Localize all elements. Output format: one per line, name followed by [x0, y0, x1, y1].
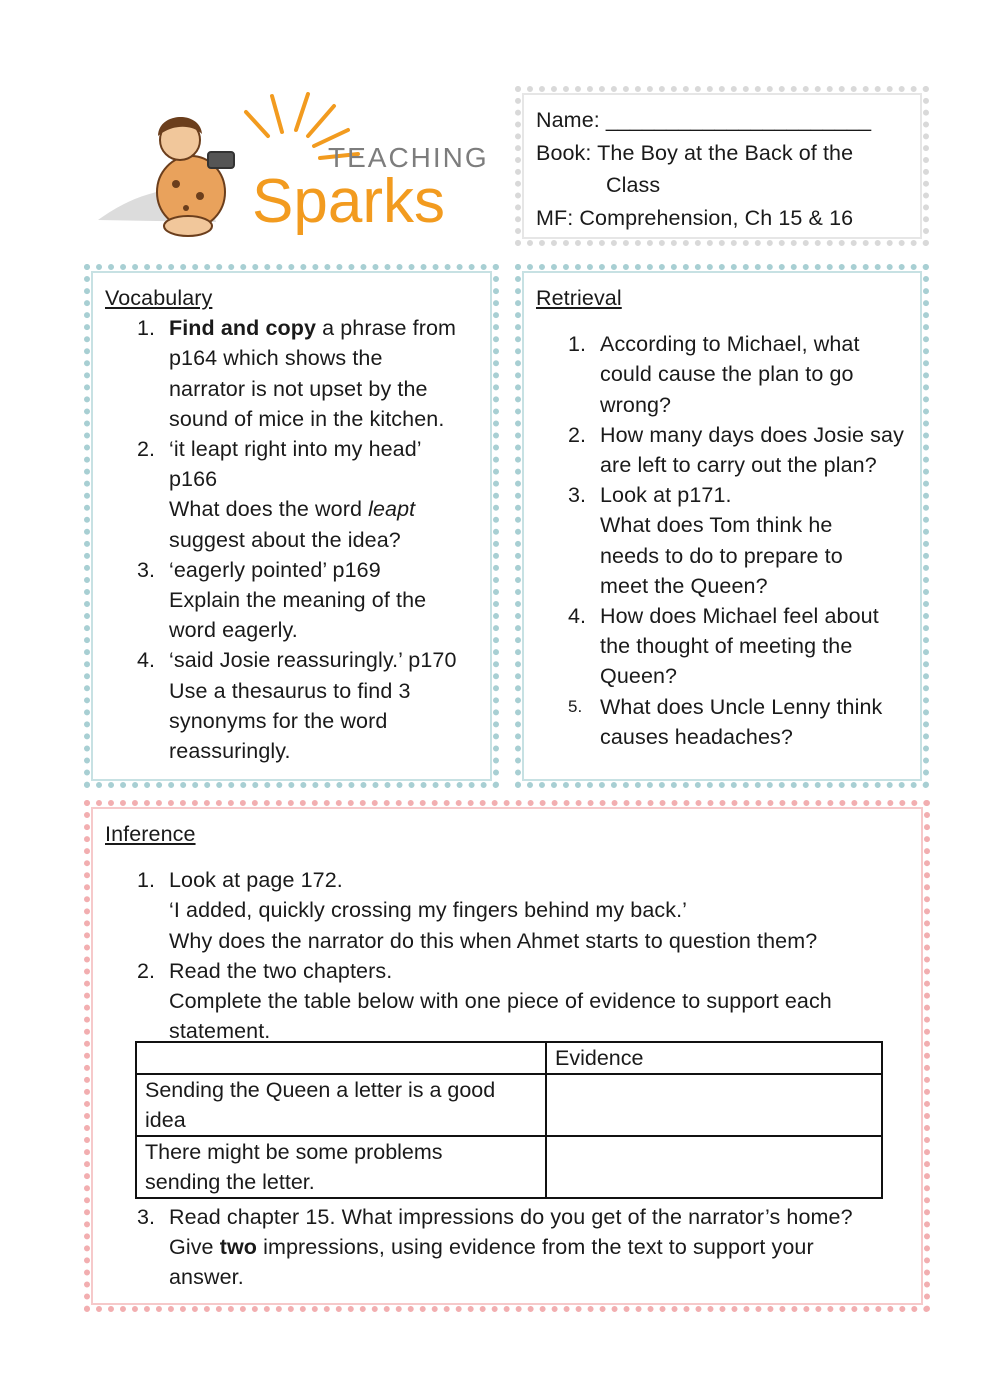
name-field[interactable]: Name: ______________________	[536, 108, 872, 132]
question-number: 1.	[568, 332, 587, 357]
teaching-sparks-logo	[96, 92, 486, 242]
question-text: ‘said Josie reassuringly.’ p170	[169, 648, 457, 673]
question-text: causes headaches?	[600, 724, 793, 749]
statement-text: sending the letter.	[145, 1170, 315, 1194]
mf-line: MF: Comprehension, Ch 15 & 16	[536, 205, 854, 230]
evidence-answer-cell[interactable]	[546, 1136, 882, 1198]
question-text: Read the two chapters.	[169, 958, 393, 983]
question-number: 4.	[137, 648, 156, 673]
question-text: How many days does Josie say	[600, 422, 904, 447]
table-row	[136, 1074, 882, 1136]
question-number: 4.	[568, 604, 587, 629]
question-number: 3.	[137, 1205, 156, 1229]
book-title-continued: Class	[606, 173, 661, 197]
inference-question-1	[137, 865, 832, 956]
question-number: 1.	[137, 868, 156, 893]
question-text: statement.	[169, 1019, 271, 1044]
question-number: 2.	[137, 437, 156, 462]
inference-box	[84, 800, 930, 1312]
inference-heading: Inference	[105, 822, 196, 846]
logo-teaching-text: TEACHING	[328, 142, 486, 173]
question-text: According to Michael, what	[600, 332, 860, 357]
statement-text: idea	[145, 1108, 186, 1132]
question-number: 3.	[137, 557, 156, 582]
question-text: What does Uncle Lenny think	[600, 694, 883, 719]
inference-question-2	[137, 956, 832, 1047]
inference-question-3	[137, 1202, 853, 1293]
question-text: p164 which shows the	[169, 346, 383, 371]
logo-sparks-text: Sparks	[252, 167, 445, 236]
question-text: a phrase from	[316, 316, 457, 341]
question-text: the thought of meeting the	[600, 634, 853, 659]
vocabulary-heading: Vocabulary	[105, 286, 213, 310]
question-text: Queen?	[600, 664, 678, 689]
book-title-line: Book: The Boy at the Back of the	[536, 140, 854, 165]
vocabulary-question-3	[137, 555, 457, 646]
question-text: needs to do to prepare to	[600, 543, 843, 568]
question-text: wrong?	[600, 392, 672, 417]
vocabulary-question-list	[137, 313, 457, 766]
vocabulary-box	[84, 264, 499, 788]
question-text: reassuringly.	[169, 739, 291, 764]
retrieval-question-4	[568, 601, 904, 692]
question-text: answer.	[169, 1265, 244, 1290]
question-text: Explain the meaning of the	[169, 588, 427, 613]
question-text: Use a thesaurus to find 3	[169, 678, 411, 703]
table-header-cell	[136, 1042, 546, 1074]
question-text: could cause the plan to go	[600, 362, 854, 387]
vocabulary-question-2	[137, 434, 457, 555]
question-text: word eagerly.	[169, 618, 298, 643]
question-text: ‘it leapt right into my head’	[169, 437, 422, 462]
question-number: 2.	[568, 422, 587, 447]
student-info-box	[515, 86, 929, 246]
inference-question-list-continued	[137, 1202, 853, 1293]
question-text: What does Tom think he	[600, 513, 833, 538]
question-text: p166	[169, 467, 218, 492]
question-text: meet the Queen?	[600, 573, 768, 598]
statement-cell	[136, 1136, 546, 1198]
statement-text: Sending the Queen a letter is a good	[145, 1078, 496, 1102]
question-text: impressions, using evidence from the text to support your	[257, 1235, 814, 1260]
question-number: 2.	[137, 958, 156, 983]
evidence-answer-cell[interactable]	[546, 1074, 882, 1136]
table-row	[136, 1136, 882, 1198]
question-text: sound of mice in the kitchen.	[169, 406, 445, 431]
question-text: What does the word	[169, 497, 369, 522]
italic-word: leapt	[368, 497, 416, 522]
question-text: Give	[169, 1235, 220, 1260]
emphasis-text: Find and copy	[169, 316, 317, 341]
question-number: 1.	[137, 316, 156, 341]
evidence-table	[135, 1041, 883, 1199]
statement-text: There might be some problems	[145, 1140, 443, 1164]
inference-question-list	[137, 865, 832, 1046]
question-number: 5.	[568, 696, 583, 716]
question-text: Why does the narrator do this when Ahmet starts to question them?	[169, 928, 818, 953]
statement-cell	[136, 1074, 546, 1136]
question-text: ‘I added, quickly crossing my fingers behind my back.’	[169, 898, 688, 923]
retrieval-box	[515, 264, 929, 788]
retrieval-heading: Retrieval	[536, 286, 622, 310]
question-text: Look at p171.	[600, 483, 732, 508]
table-header-row	[136, 1042, 882, 1074]
question-text: Look at page 172.	[169, 868, 343, 893]
logo-graphic	[96, 92, 486, 242]
vocabulary-question-4	[137, 645, 457, 766]
retrieval-question-5	[568, 692, 904, 752]
question-text: ‘eagerly pointed’ p169	[169, 557, 381, 582]
question-number: 3.	[568, 483, 587, 508]
question-text: narrator is not upset by the	[169, 376, 428, 401]
question-text: synonyms for the word	[169, 708, 388, 733]
question-text: Complete the table below with one piece of evidence to support each	[169, 989, 832, 1014]
retrieval-question-2	[568, 420, 904, 480]
question-text: suggest about the idea?	[169, 527, 401, 552]
retrieval-question-1	[568, 329, 904, 420]
question-text: Read chapter 15. What impressions do you get of the narrator’s home?	[169, 1205, 853, 1229]
question-text: How does Michael feel about	[600, 604, 879, 629]
vocabulary-question-1	[137, 313, 457, 434]
retrieval-question-list	[568, 329, 904, 752]
retrieval-question-3	[568, 480, 904, 601]
emphasis-text: two	[219, 1235, 258, 1260]
table-header-cell: Evidence	[546, 1042, 882, 1074]
question-text: are left to carry out the plan?	[600, 453, 877, 478]
